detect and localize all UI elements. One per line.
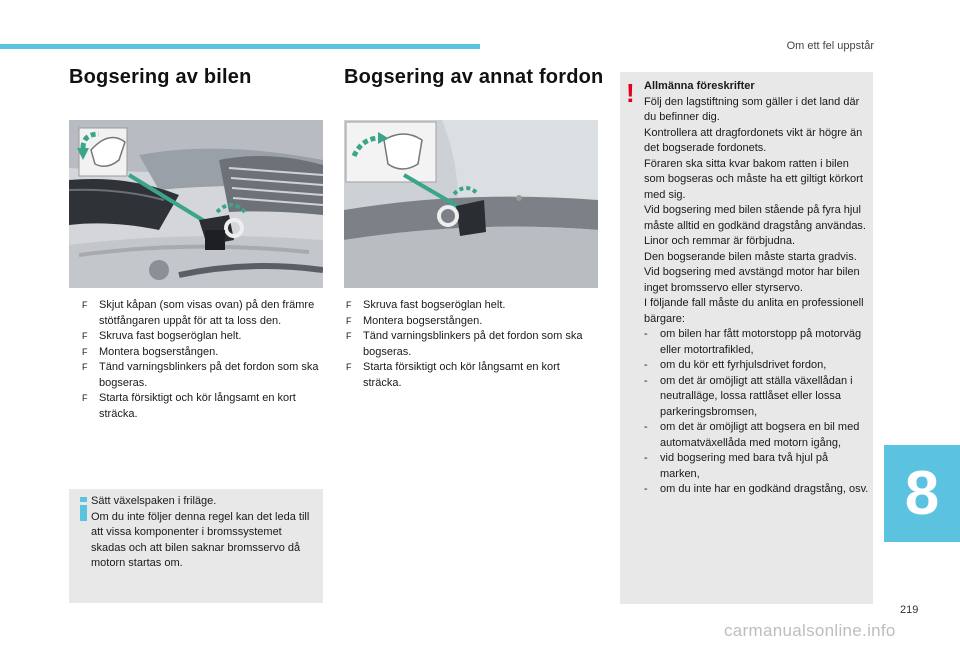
warning-paragraph: Föraren ska sitta kvar bakom ratten i bilen som bogseras och måste ha ett giltigt körkort med sig. <box>644 157 863 201</box>
warning-content <box>644 79 870 498</box>
warning-paragraph: Vid bogsering med bilen stående på fyra hjul måste alltid en godkänd dragstång användas. Linor och remmar är förbjudna. <box>644 204 866 247</box>
list-item: F Skruva fast bogseröglan helt. <box>346 299 506 311</box>
warning-title: Allmänna föreskrifter <box>644 80 755 92</box>
photo-front-bumper <box>69 120 323 288</box>
photo-rear-bumper <box>344 120 598 288</box>
chapter-title: Om ett fel uppstår <box>786 40 874 52</box>
list-item: - om det är omöjligt att ställa växellådan i neutralläge, lossa rattlåset eller lossa parkeringsbromsen, <box>644 374 853 418</box>
page-number: 219 <box>900 604 919 616</box>
info-icon <box>77 497 91 521</box>
warning-list <box>644 327 870 498</box>
list-item: F Montera bogserstången. <box>346 314 483 327</box>
list-item: F Tänd varningsblinkers på det fordon som ska bogseras. <box>82 361 319 389</box>
warning-box-general-rules <box>620 72 873 604</box>
info-box-neutral-gear <box>69 489 323 603</box>
warning-paragraph: I följande fall måste du anlita en professionell bärgare: <box>644 297 864 325</box>
list-item: F Montera bogserstången. <box>82 345 219 358</box>
steps-list-own-car <box>82 298 326 422</box>
list-item: - vid bogsering med bara två hjul på marken, <box>644 452 829 480</box>
info-text: Sätt växelspaken i friläge. Om du inte följer denna regel kan det leda till att vissa komponenter i bromssystemet skadas och att bilen saknar bromsservo då motorn startas om. <box>91 495 310 569</box>
header-accent-bar <box>0 44 480 49</box>
section-title-towing-other-car: Bogsering av annat fordon <box>344 66 604 88</box>
list-item: F Skruva fast bogseröglan helt. <box>82 330 242 342</box>
warning-paragraph: Följ den lagstiftning som gäller i det land där du befinner dig. <box>644 95 860 123</box>
list-item: - om du kör ett fyrhjulsdrivet fordon, <box>644 359 827 371</box>
list-item: F Starta försiktigt och kör långsamt en kort sträcka. <box>346 361 560 389</box>
warning-paragraph: Vid bogsering med avstängd motor har bilen inget bromsservo eller styrservo. <box>644 266 860 294</box>
chapter-number: 8 <box>904 459 940 528</box>
list-item: - om bilen har fått motorstopp på motorväg eller motortrafikled, <box>644 328 862 356</box>
list-item: - om det är omöjligt att bogsera en bil med automatväxellåda med motorn igång, <box>644 421 860 449</box>
warning-paragraph: Den bogserande bilen måste starta gradvis. <box>644 250 857 263</box>
watermark: carmanualsonline.info <box>724 621 896 640</box>
warning-icon: ! <box>626 78 635 108</box>
list-item: F Starta försiktigt och kör långsamt en kort sträcka. <box>82 392 296 420</box>
warning-paragraph: Kontrollera att dragfordonets vikt är högre än det bogserade fordonets. <box>644 126 863 154</box>
section-title-towing-own-car: Bogsering av bilen <box>69 66 252 88</box>
steps-list-other-car <box>346 298 590 391</box>
list-item: - om du inte har en godkänd dragstång, osv. <box>644 483 869 495</box>
chapter-tab <box>884 445 960 542</box>
list-item: F Skjut kåpan (som visas ovan) på den främre stötfångaren uppåt för att ta loss den. <box>82 299 315 327</box>
list-item: F Tänd varningsblinkers på det fordon som ska bogseras. <box>346 330 583 358</box>
